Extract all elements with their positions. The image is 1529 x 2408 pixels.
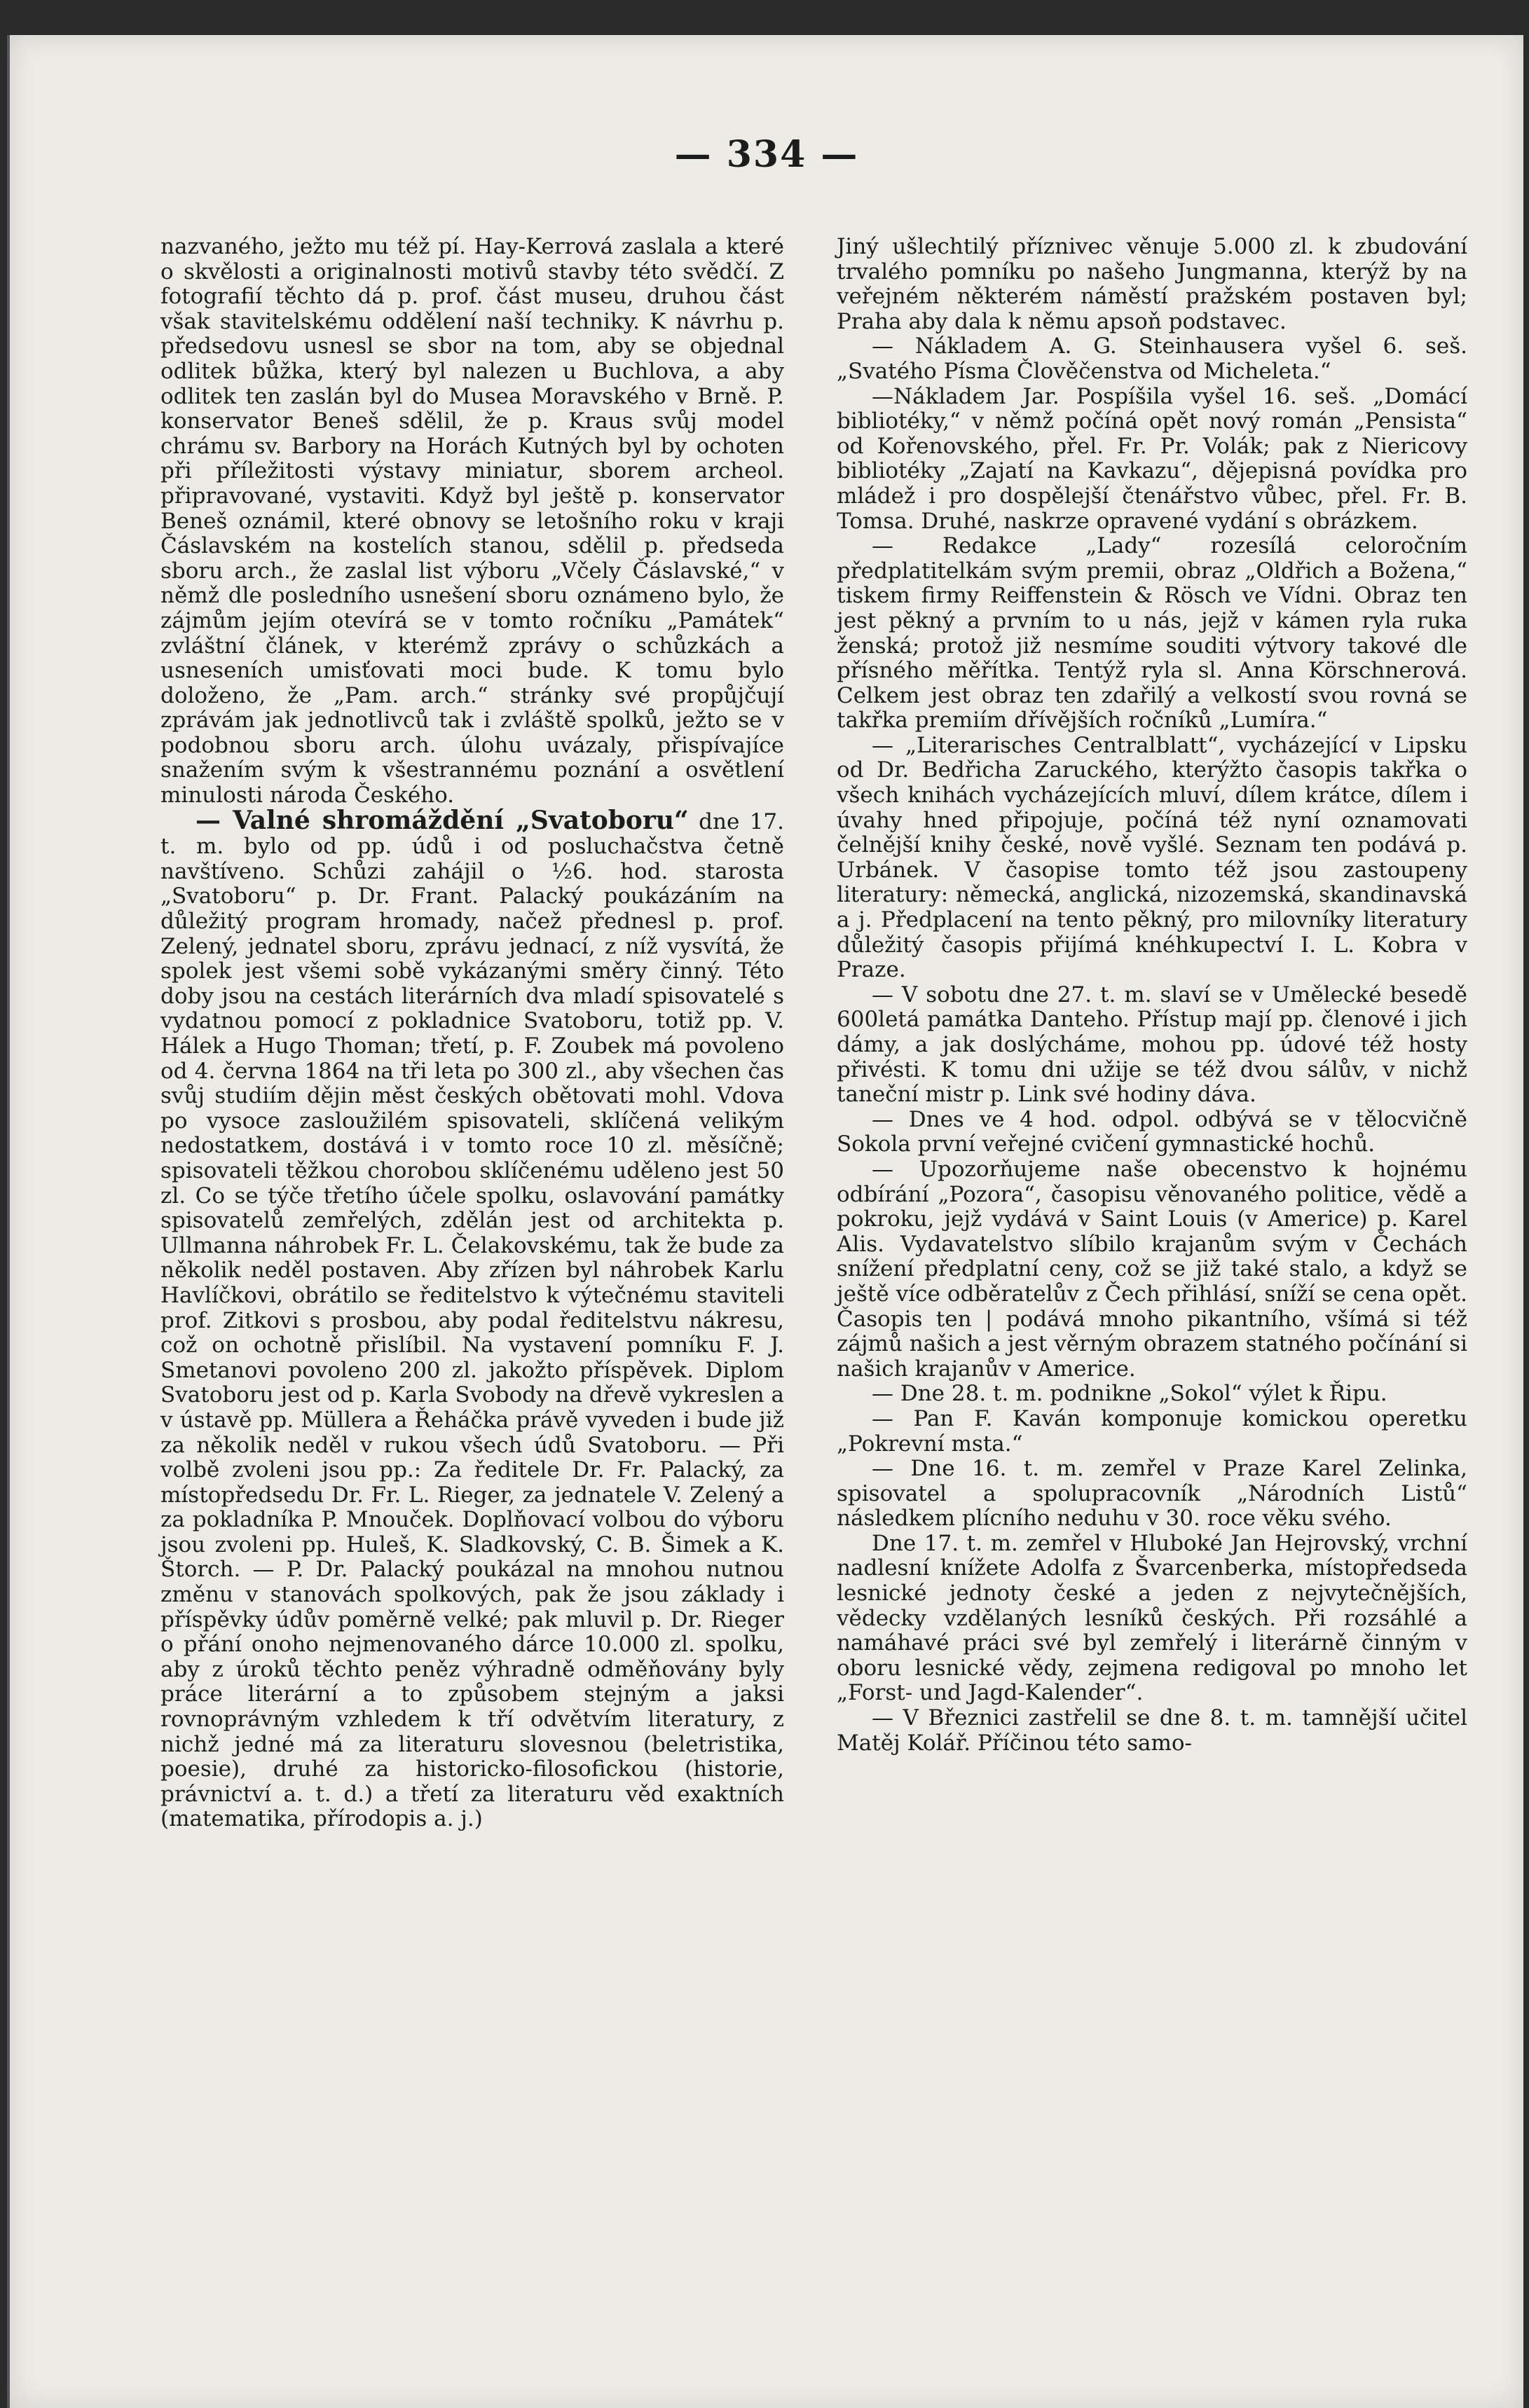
right-column bbox=[837, 235, 1467, 1756]
right-paragraph-2: — Nákladem A. G. Steinhausera vyšel 6. seš. „Svatého Písma Člověčenstva od Micheleta.“ bbox=[837, 333, 1467, 384]
svatobor-report-text: dne 17. t. m. bylo od pp. údů i od posluchačstva četně navštíveno. Schůzi zahájil o ½6. hod. starosta „Svatoboru“ p. Dr. Frant. Palacký poukázáním na důležitý program hromady, načež přednesl p. prof. Zelený, jednatel sboru, zprávu jednací, z níž vysvítá, že spolek jest všemi sobě vykázanými směry činný. Této doby jsou na cestách literárních dva mladí spisovatelé s vydatnou pomocí z pokladnice Svatoboru, totiž pp. V. Hálek a Hugo Thoman; třetí, p. F. Zoubek má povoleno od 4. června 1864 na tři leta po 300 zl., aby všechen čas svůj studiím dějin měst českých obětovati mohl. Vdova po vysoce zasloužilém spisovateli, sklíčená velikým nedostatkem, dostává i v tomto roce 10 zl. měsíčně; spisovateli těžkou chorobou sklíčenému uděleno jest 50 zl. Co se týče třetího účele spolku, oslavování památky spisovatelů zemřelých, zdělán jest od architekta p. Ullmanna náhrobek Fr. L. Čelakovskému, tak že bude za několik neděl postaven. Aby zřízen byl náhrobek Karlu Havlíčkovi, obrátilo se ředitelstvo k výtečnému staviteli prof. Zitkovi s prosbou, aby podal ředitelstvu nákresu, což on ochotně přislíbil. Na vystavení pomníku F. J. Smetanovi povoleno 200 zl. jakožto příspěvek. Diplom Svatoboru jest od p. Karla Svobody na dřevě vykreslen a v ústavě pp. Müllera a Řeháčka právě vyveden i bude již za několik neděl v rukou všech údů Svatoboru. — Při volbě zvoleni jsou pp.: Za ředitele Dr. Fr. Palacký, za místopředsedu Dr. Fr. L. Rieger, za jednatele V. Zelený a za pokladníka P. Mnouček. Doplňovací volbou do výboru jsou zvoleni pp. Huleš, K. Sladkovský, C. B. Šimek a K. Štorch. — P. Dr. Palacký poukázal na mnohou nutnou změnu v stanovách spolkových, pak že jsou základy i příspěvky údův poměrně velké; pak mluvil p. Dr. Rieger o přání onoho nejmenovaného dárce 10.000 zl. spolku, aby z úroků těchto peněz výhradně odměňovány byly práce literární a to způsobem stejným a jaksi rovnoprávným vzhledem k tří odvětvím literatury, z nichž jedné má za literaturu slovesnou (beletristika, poesie), druhé za historicko-filosofickou (historie, právnictví a. t. d.) a třetí za literaturu věd exaktních (matematika, přírodopis a. j.) bbox=[160, 809, 784, 1832]
right-paragraph-3: —Nákladem Jar. Pospíšila vyšel 16. seš. „Domácí bibliotéky,“ v němž počíná opět nový román „Pensista“ od Kořenovského, přel. Fr. Pr. Volák; pak z Niericovy bibliotéky „Zajatí na Kavkazu“, dějepisná povídka pro mládež i pro dospělejší čtenářstvo vůbec, přel. Fr. B. Tomsa. Druhé, naskrze opravené vydání s obrázkem. bbox=[837, 383, 1467, 534]
right-paragraph-10: — Pan F. Kaván komponuje komickou operetku „Pokrevní msta.“ bbox=[837, 1405, 1467, 1457]
right-paragraph-4: — Redakce „Lady“ rozesílá celoročním předplatitelkám svým premii, obraz „Oldřich a Božena,“ tiskem firmy Reiffenstein & Rösch ve Vídni. Obraz ten jest pěkný a prvním to u nás, jejž v kámen ryla ruka ženská; protož již nesmíme souditi výtvory takové dle přísného měřítka. Tentýž ryla sl. Anna Körschnerová. Celkem jest obraz ten zdařilý a velkostí svou rovná se takřka premiím dřívějších ročníků „Lumíra.“ bbox=[837, 533, 1467, 734]
right-paragraph-6: — V sobotu dne 27. t. m. slaví se v Umělecké besedě 600letá památka Danteho. Přístup mají pp. členové i jich dámy, a jak doslýcháme, mohou pp. údové též hosty přivésti. K tomu dni užije se též dvou sálův, v nichž taneční mistr p. Link své hodiny dáva. bbox=[837, 982, 1467, 1108]
svatobor-heading: — Valné shromáždění „Svatoboru“ bbox=[196, 805, 689, 835]
right-paragraph-13: — V Březnici zastřelil se dne 8. t. m. tamnější učitel Matěj Kolář. Příčinou této samo- bbox=[837, 1705, 1467, 1756]
right-paragraph-9: — Dne 28. t. m. podnikne „Sokol“ výlet k Řipu. bbox=[872, 1381, 1387, 1407]
right-paragraph-11: — Dne 16. t. m. zemřel v Praze Karel Zelinka, spisovatel a spolupracovník „Národních Listů“ následkem plícního neduhu v 30. roce věku svého. bbox=[837, 1456, 1467, 1532]
left-column bbox=[160, 235, 784, 1832]
left-paragraph-1: nazvaného, ježto mu též pí. Hay-Kerrová zaslala a které o skvělosti a originalnosti motivů stavby této svědčí. Z fotografií těchto dá p. prof. část museu, druhou část však stavitelskému oddělení naší techniky. K návrhu p. předsedovu usnesl se sbor na tom, aby se objednal odlitek bůžka, který byl nalezen u Buchlova, a aby odlitek ten zaslán byl do Musea Moravského v Brně. P. konservator Beneš sdělil, že p. Kraus svůj model chrámu sv. Barbory na Horách Kutných byl by ochoten při příležitosti výstavy miniatur, sborem archeol. připravované, vystaviti. Když byl ještě p. konservator Beneš oznámil, které obnovy se letošního roku v kraji Čáslavském na kostelích stanou, sdělil p. předseda sboru arch., že zaslal list výboru „Včely Čáslavské,“ v němž dle posledního usnešení sboru oznámeno bylo, že zájmům jejím otevírá se v tomto ročníku „Památek“ zvláštní článek, v kterémž zprávy o schůzkách a usneseních umisťovati moci bude. K tomu bylo doloženo, že „Pam. arch.“ stránky své propůjčují zprávám jak jednotlivců tak i zvláště spolků, ježto se v podobnou sboru arch. úlohu uvázaly, přispívajíce snažením svým k všestrannému poznání a osvětlení minulosti národa Českého. bbox=[160, 234, 784, 809]
svatobor-report bbox=[160, 805, 784, 1832]
right-paragraph-12: Dne 17. t. m. zemřel v Hluboké Jan Hejrovský, vrchní nadlesní knížete Adolfa z Švarcenberka, místopředseda lesnické jednoty české a jeden z nejvytečnějších, vědecky vzdělaných lesníků českých. Při rozsáhlé a namáhavé práci své byl zemřelý i literárně činným v oboru lesnické vědy, zejmena redigoval po mnoho let „Forst- und Jagd-Kalender“. bbox=[837, 1530, 1467, 1706]
right-paragraph-8: — Upozorňujeme naše obecenstvo k hojnému odbírání „Pozora“, časopisu věnovaného politice, vědě a pokroku, jejž vydává v Saint Louis (v Americe) p. Karel Alis. Vydavatelstvo slíbilo krajanům svým v Čechách snížení předplatní ceny, což se již také stalo, a když se ještě více odběratelův z Čech přihlásí, sníží se cena opět. Časopis ten | podává mnoho pikantního, všímá si též zájmů našich a jest věrným obrazem statného počínání si našich krajanův v Americe. bbox=[837, 1156, 1467, 1382]
right-paragraph-1: Jiný ušlechtilý příznivec věnuje 5.000 zl. k zbudování trvalého pomníku po našeho Jungmanna, kterýž by na veřejném některém náměstí pražském postaven byl; Praha aby dala k němu apsoň podstavec. bbox=[837, 234, 1467, 334]
right-paragraph-5: — „Literarisches Centralblatt“, vycházející v Lipsku od Dr. Bedřicha Zaruckého, kterýžto časopis takřka o všech knihách vycházejících mluví, dílem krátce, dílem i úvahy hned připojuje, počíná též nyní oznamovati čelnější knihy české, nově vyšlé. Seznam ten podává p. Urbánek. V časopise tomto též jsou zastoupeny literatury: německá, anglická, nizozemská, skandinavská a j. Předplacení na tento pěkný, pro milovníky literatury důležitý časopis přijímá knéhkupectví I. L. Kobra v Praze. bbox=[837, 732, 1467, 983]
right-paragraph-7: — Dnes ve 4 hod. odpol. odbývá se v tělocvičně Sokola první veřejné cvičení gymnastické hochů. bbox=[837, 1106, 1467, 1157]
book-page bbox=[7, 35, 1523, 2408]
page-number: — 334 — bbox=[674, 133, 859, 176]
